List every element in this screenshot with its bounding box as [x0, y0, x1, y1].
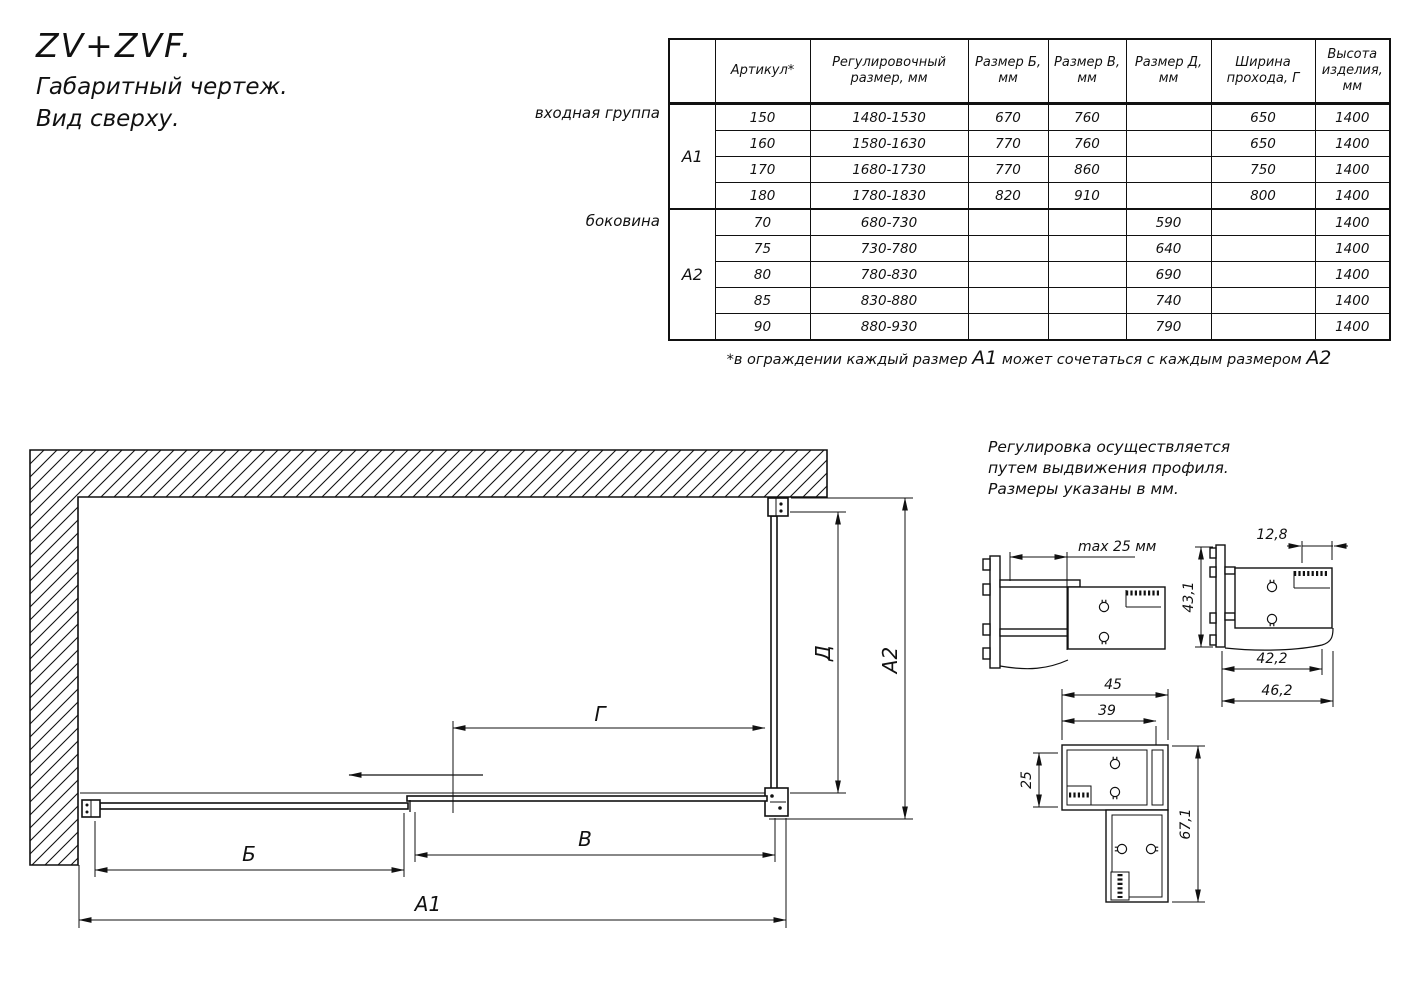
table-cell: 690	[1126, 262, 1211, 288]
dim-label-b: Б	[242, 842, 256, 866]
header-height: Высота изделия, мм	[1315, 39, 1390, 104]
table-cell: 770	[968, 157, 1048, 183]
footnote-prefix: *в ограждении каждый размер	[726, 352, 973, 368]
table-cell: 670	[968, 104, 1048, 131]
dim-label-39: 39	[1098, 703, 1116, 719]
table-cell: 790	[1126, 314, 1211, 341]
table-cell: 650	[1211, 131, 1315, 157]
table-cell: 680-730	[810, 209, 968, 236]
dim-label-g: Г	[594, 702, 606, 726]
footnote-mid: может сочетаться с каждым размером	[997, 352, 1307, 368]
table-cell: 590	[1126, 209, 1211, 236]
table-cell: 1400	[1315, 183, 1390, 210]
footnote-a1: А1	[972, 347, 998, 369]
table-cell: 1580-1630	[810, 131, 968, 157]
table-cell: 1400	[1315, 104, 1390, 131]
footnote-a2: А2	[1306, 347, 1332, 369]
side-panel-glass	[771, 516, 777, 790]
page-subtitle-2: Вид сверху.	[36, 106, 180, 132]
header-artikul: Артикул*	[715, 39, 810, 104]
table-cell: 1680-1730	[810, 157, 968, 183]
dim-label-v: В	[578, 827, 592, 851]
table-cell: 640	[1126, 236, 1211, 262]
table-cell: 75	[715, 236, 810, 262]
table-cell: 1400	[1315, 157, 1390, 183]
table-cell: 1480-1530	[810, 104, 968, 131]
detail-profile-closed	[1210, 545, 1333, 650]
header-size-b: Размер Б, мм	[968, 39, 1048, 104]
table-cell: 800	[1211, 183, 1315, 210]
table-cell: 730-780	[810, 236, 968, 262]
group-label-entrance: входная группа	[534, 104, 660, 122]
table-cell: 1400	[1315, 209, 1390, 236]
table-cell: 1400	[1315, 236, 1390, 262]
header-reg-size: Регулировочный размер, мм	[810, 39, 968, 104]
header-size-d: Размер Д, мм	[1126, 39, 1211, 104]
table-cell: 1400	[1315, 288, 1390, 314]
table-cell: 1400	[1315, 314, 1390, 341]
table-cell: 160	[715, 131, 810, 157]
table-cell: 150	[715, 104, 810, 131]
table-cell: 780-830	[810, 262, 968, 288]
note-line-2: путем выдвижения профиля.	[988, 459, 1229, 477]
group-code: А2	[669, 209, 715, 340]
table-cell: 650	[1211, 104, 1315, 131]
sliding-door-glass	[100, 803, 408, 809]
group-label-side: боковина	[585, 212, 660, 230]
table-cell: 70	[715, 209, 810, 236]
dim-label-462: 46,2	[1261, 683, 1293, 699]
table-cell: 750	[1211, 157, 1315, 183]
table-cell: 830-880	[810, 288, 968, 314]
header-pass-width: Ширина прохода, Г	[1211, 39, 1315, 104]
table-cell: 820	[968, 183, 1048, 210]
table-cell: 760	[1048, 131, 1126, 157]
table-cell: 910	[1048, 183, 1126, 210]
dim-label-431: 43,1	[1181, 581, 1197, 613]
note-line-3: Размеры указаны в мм.	[988, 480, 1179, 498]
enclosure-plan	[80, 498, 788, 817]
fixed-panel-glass	[407, 796, 767, 801]
side-panel-wall-profile	[768, 498, 788, 516]
dim-label-max25: max 25 мм	[1078, 539, 1157, 555]
table-cell: 1400	[1315, 262, 1390, 288]
table-cell: 1780-1830	[810, 183, 968, 210]
header-size-v: Размер В, мм	[1048, 39, 1126, 104]
dim-label-d: Д	[811, 645, 835, 661]
table-cell: 80	[715, 262, 810, 288]
note-line-1: Регулировка осуществляется	[988, 438, 1231, 456]
dim-label-25: 25	[1019, 771, 1035, 789]
table-cell: 170	[715, 157, 810, 183]
page-subtitle-1: Габаритный чертеж.	[36, 74, 288, 100]
dim-label-a2: А2	[878, 646, 902, 674]
table-cell: 1400	[1315, 131, 1390, 157]
table-cell: 740	[1126, 288, 1211, 314]
page-title: ZV+ZVF.	[36, 26, 194, 65]
dim-label-a1: А1	[414, 892, 442, 916]
group-code: А1	[669, 104, 715, 210]
plan-dimensions	[79, 498, 913, 928]
dim-label-45: 45	[1104, 677, 1122, 693]
dim-label-128: 12,8	[1256, 527, 1288, 543]
table-cell: 85	[715, 288, 810, 314]
table-cell: 770	[968, 131, 1048, 157]
table-cell: 880-930	[810, 314, 968, 341]
dim-label-671: 67,1	[1178, 808, 1194, 840]
detail-corner-profile	[1062, 745, 1168, 902]
table-cell: 760	[1048, 104, 1126, 131]
table-cell: 180	[715, 183, 810, 210]
table-cell: 860	[1048, 157, 1126, 183]
dim-label-422: 42,2	[1256, 651, 1288, 667]
table-cell: 90	[715, 314, 810, 341]
